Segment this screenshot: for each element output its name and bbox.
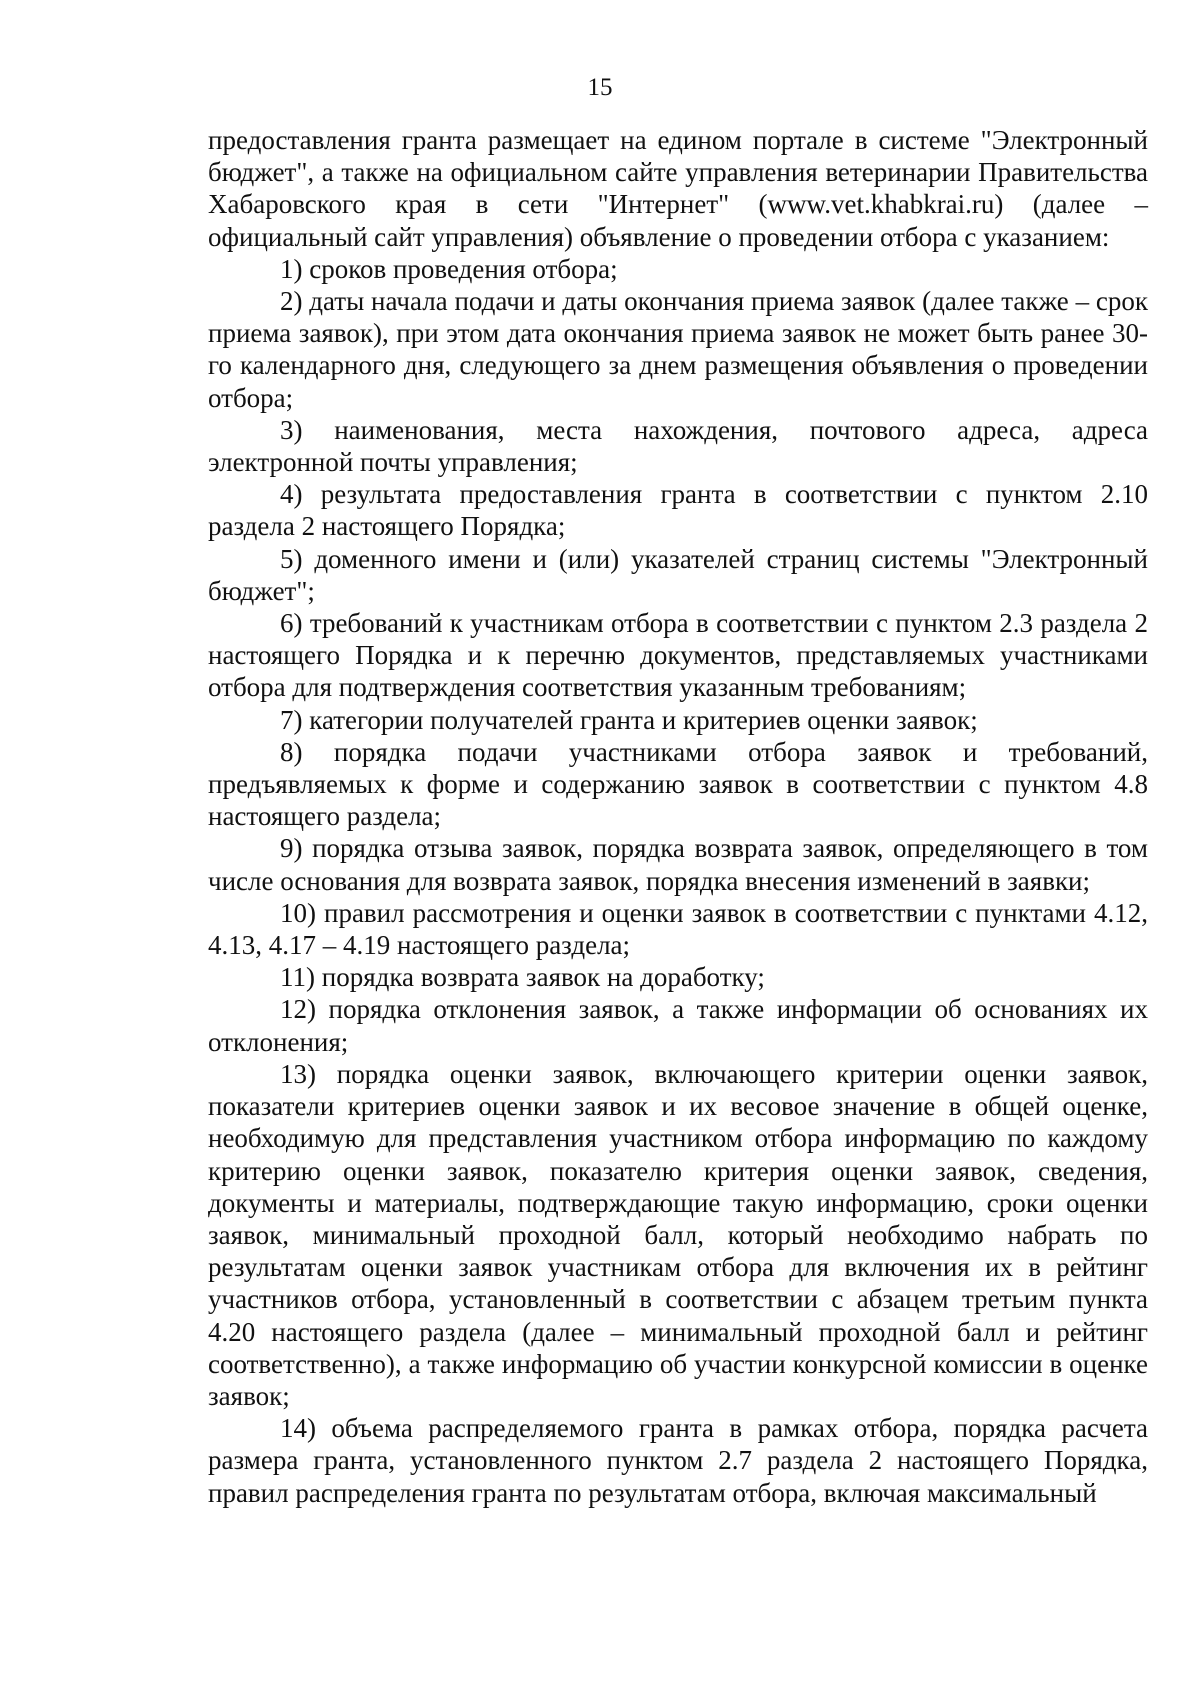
list-item-9: 9) порядка отзыва заявок, порядка возврата заявок, определяющего в том числе основания для возврата заявок, порядка внесения изменений в заявки;	[208, 833, 1148, 896]
list-item-10: 10) правил рассмотрения и оценки заявок в соответствии с пунктами 4.12, 4.13, 4.17 – 4.19 настоящего раздела;	[208, 897, 1148, 961]
list-item-13: 13) порядка оценки заявок, включающего критерии оценки заявок, показатели критериев оценки заявок и их весовое значение в общей оценке, необходимую для представления участником отбора информацию по каждому критерию оценки заявок, показателю критерия оценки заявок, сведения, документы и материалы, подтверждающие такую информацию, сроки оценки заявок, минимальный проходной балл, который необходимо набрать по результатам оценки заявок участникам отбора для включения их в рейтинг участников отбора, установленный в соответствии с абзацем третьим пункта 4.20 настоящего раздела (далее – минимальный проходной балл и рейтинг соответственно), а также информацию об участии конкурсной комиссии в оценке заявок;	[208, 1058, 1148, 1411]
list-item-11: 11) порядка возврата заявок на доработку;	[280, 962, 765, 993]
list-item-5: 5) доменного имени и (или) указателей страниц системы "Электронный бюджет";	[208, 543, 1148, 606]
list-item-14: 14) объема распределяемого гранта в рамках отбора, порядка расчета размера гранта, установленного пунктом 2.7 раздела 2 настоящего Порядка, правил распределения гранта по результатам отбора, включая максимальный	[208, 1413, 1148, 1508]
paragraph-intro: предоставления гранта размещает на едином портале в системе "Электронный бюджет", а также на официальном сайте управления ветеринарии Правительства Хабаровского края в сети "Интернет" (www.vet.khabkrai.ru) (далее – официальный сайт управления) объявление о проведении отбора с указанием:	[208, 125, 1148, 252]
list-item-2: 2) даты начала подачи и даты окончания приема заявок (далее также – срок приема заявок), при этом дата окончания приема заявок не может быть ранее 30-го календарного дня, следующего за днем размещения объявления о проведении отбора;	[208, 286, 1148, 413]
list-item-7: 7) категории получателей гранта и критериев оценки заявок;	[280, 704, 978, 735]
list-item-3: 3) наименования, места нахождения, почтового адреса, адреса электронной почты управления;	[208, 414, 1148, 478]
list-item-4: 4) результата предоставления гранта в соответствии с пунктом 2.10 раздела 2 настоящего Порядка;	[208, 479, 1148, 542]
list-item-12: 12) порядка отклонения заявок, а также информации об основаниях их отклонения;	[208, 994, 1148, 1057]
list-item-1: 1) сроков проведения отбора;	[280, 253, 618, 284]
list-item-8: 8) порядка подачи участниками отбора заявок и требований, предъявляемых к форме и содержанию заявок в соответствии с пунктом 4.8 настоящего раздела;	[208, 736, 1148, 832]
page-number: 15	[587, 74, 613, 101]
document-body	[208, 124, 1148, 1509]
list-item-6: 6) требований к участникам отбора в соответствии с пунктом 2.3 раздела 2 настоящего Порядка и к перечню документов, представляемых участниками отбора для подтверждения соответствия указанным требованиям;	[208, 608, 1148, 703]
